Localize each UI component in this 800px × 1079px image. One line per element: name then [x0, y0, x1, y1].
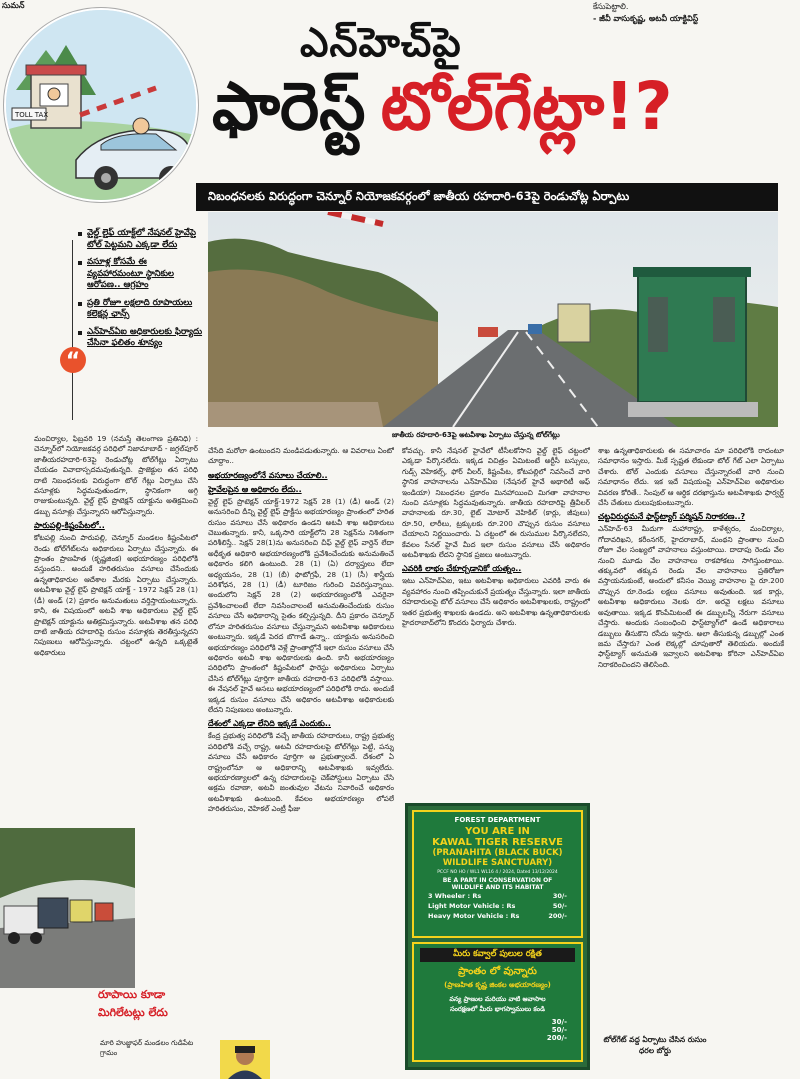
highlight-item	[78, 327, 204, 350]
article-column-1	[34, 434, 198, 714]
toll-cartoon-illustration	[4, 8, 198, 202]
side-box-heading-line1: రూపాయి కూడా	[98, 988, 166, 1001]
sign-rate-row	[414, 891, 581, 901]
article-paragraph: ఎన్‌హెచ్-63 మీదుగా మహారాష్ట్ర, కాళేశ్వరం, మంచిర్యాల, గోదావరిఖని, కరీంనగర్, హైదరాబాద్, మంథని ప్రాంతాల నుంచి రోజూ వేల సంఖ్యలో వాహనాలు వస్తుంటాయి. దాదాపు రెండు వేల నుంచి మూడు వేల వాహనాలు రాకపోకలు సాగిస్తుంటాయి. తక్కువలో తక్కువ రెండు వేల వాహనాలు ప్రతిరోజూ వస్తాయనుకుంటే, అందులో కనీసం వెయ్యి వాహనాల పై రూ.200 చొప్పున రూ.రెండు లక్షలు వసూలు అవుతుంది. ఇక కార్లు, అటవీశాఖ అధికారులు నెలకు రూ. అరవై లక్షలు వసూలు అవుతాయి. ఇక్కడ కొంపేమిటంటే ఈ డబ్బులన్నీ నేరుగా వసూలు చేస్తారు. అందుకు సంబంధించి ఫాస్ట్‌ట్యాగ్‌లో ఉండే అధికారాలు డబ్బులు తీసుకొని రసీదు ఇస్తారు. అలా తీసుకున్న డబ్బుల్లో ఎంత జమ చేస్తారు? ఎంత లెక్కల్లో చూపుతారో తెలియదు. అందుకే ఫాస్ట్‌ట్యాగ్ అనుమతి ఇవ్వాలని అటవీశాఖ కోరినా ఎన్‌హెచ్‌ఏఐ నిరాకరించిందని తెలిసింది.	[598, 524, 784, 669]
sign-te-line2: ప్రాంతం లో వున్నారు	[458, 966, 537, 977]
side-box-heading	[98, 988, 218, 1022]
article-subheading: పారుపల్లి-కిష్టంపేటలో..	[34, 521, 105, 531]
sign-dept: FOREST DEPARTMENT	[454, 816, 541, 824]
sign-line2: KAWAL TIGER RESERVE	[432, 837, 563, 848]
sign-rate-row	[414, 911, 581, 921]
sign-rate-value: 200/-	[548, 912, 567, 920]
article-paragraph: కేంద్ర ప్రభుత్వ పరిధిలోకి వచ్చే జాతీయ రహదారులు, రాష్ట్ర ప్రభుత్వ పరిధిలోకి వచ్చే రాష్ట్ర, అటవీ రహదారులపై టోల్‌గేట్లు పెట్టి, పన్ను వసూలు చేసే అధికారం పూర్తిగా ఆ ప్రభుత్వాలదే. దేశంలో ఏ రాష్ట్రంలోనూ ఆ అధికారాన్ని అటవీశాఖకు ఇవ్వలేదు. అభయారణ్యాలలో ఉన్న రహదారులపై చెక్‌పోస్టులు ఏర్పాటు చేసి అక్రమ రవాణా, అటవీ జంతువుల వేటను నివారించే అధికారం అటవీశాఖకు ఉంటుంది. కేవలం అభయారణ్యం లోపలే హరితరుసుం, వెహికల్ ఎంట్రీ ఫీజు	[208, 731, 394, 814]
highlight-text: ప్రతి రోజూ లక్షలాది రూపాయలు కలెక్షన్ల ఛాన్స్	[87, 297, 193, 319]
article-subheading: ఎవరికి లాభం చేకూర్చడానికో యత్నం..	[402, 564, 522, 574]
svg-text:TOLL TAX: TOLL TAX	[15, 111, 49, 119]
headline-main-black: ఫారెస్ట్	[212, 68, 366, 145]
article-subheading: చట్టవిరుద్ధమనే ఫాస్ట్‌ట్యాగ్ పర్మిషన్ నిరాకరణ..?	[598, 512, 746, 522]
bullet-dot	[78, 331, 82, 335]
headline-main	[212, 68, 797, 178]
article-subheading: అభయారణ్యంలోనే వసూలు చేయాలి..	[208, 470, 328, 480]
sign-line4: WILDLIFE SANCTUARY)	[442, 858, 553, 868]
highlights-divider	[72, 240, 73, 420]
quote-mark-icon: “	[60, 347, 86, 373]
article-subheading: హైవేలపైన ఆ అధికారం లేదు..	[208, 484, 302, 494]
subheadline-bar	[196, 183, 778, 211]
article-column-2	[208, 446, 394, 886]
sign-rate-label: 3 Wheeler : Rs	[428, 892, 482, 900]
sign-rate-label: Light Motor Vehicle : Rs	[428, 902, 516, 910]
subheadline-text: నిబంధనలకు విరుద్ధంగా చెన్నూర్ నియోజకవర్గంలో జాతీయ రహదారి-63పై రెండుచోట్ల ఏర్పాటు	[208, 188, 630, 203]
sign-te-line5: సంరక్షణలో మీరు భాగస్వాములు కండి	[450, 1005, 545, 1013]
highlight-item	[78, 298, 204, 321]
article-paragraph: వైల్డ్ లైఫ్ ప్రొటెక్షన్ యాక్ట్-1972 సెక్షన్ 28 (1) (డీ) అండ్ (2) అనుసరించి దీన్ని వైల్డ్ లైఫ్ ప్రాక్టీసు అభయారణ్యం ప్రాంతంలో హరిత రుసుం వసూలు చేసే అధికారం ఉండని అటవీ శాఖ అధికారులు చెబుతున్నారు. కానీ, ఒక్కసారి యాక్ట్‌లోని 28 సెక్షన్‌ను నిశితంగా పరిశీలిస్తే.. సెక్షన్ 28(1)ను అనుసరించి చీఫ్ వైల్డ్ లైఫ్ వార్డెన్ లేదా అధీకృత అధికారి అభయారణ్యంలోకి ప్రవేశించేందుకు అనుమతించే అధికారం కలిగి ఉంటుంది. 28 (1) (ఏ) దర్యాప్తులు లేదా అధ్యయనం, 28 (1) (బీ) ఫొటోగ్రఫీ, 28 (1) (సీ) శాస్త్రీయ పరిశోధన, 28 (1) (డీ) టూరిజం గురించి వివరిస్తున్నాయి. అందులోని సెక్షన్ 28 (2) అభయారణ్యంలోకి ఎవరైనా ప్రవేశించాలంటే లేదా నివసించాలంటే అనుమతించేందుకు రుసుం వసూలు చేసే అధికారాన్ని సైతం కల్పిస్తున్నది. దీని ప్రకారం చెన్నూర్ లోనూ హరితరుసుం వసూలు చేస్తున్నామని అటవీశాఖ అధికారులు అంటున్నారు. ఇక్కడే పెరద బొగాడే ఉన్నా.. యాక్టును అనుసరించి అభయారణ్యం పరిధిలోకి వెళ్లే ప్రాంతాల్లోనే ఇలా రుసుం వసూలు చేసే అధికారం అటవీ శాఖ అధికారులకు ఉంది. కానీ అభయారణ్యం పరిధిలోని ప్రాంతంలో కిష్టంపేటలో ఫారెస్టు అధికారులు ఏర్పాటు చేసిన టోల్‌గేట్లు పూర్తిగా జాతీయ రహదారి-63 పరిధిలోకి వస్తాయి. ఈ నేషనల్ హైవే అసలు అభయారణ్యంలో పరిధిలోకి రాదు. అందుకే ఇక్కడ రుసుం వసూలు చేసే అధికారం అటవీశాఖ అధికారులకు లేదని నిపుణులు అంటున్నారు.	[208, 496, 394, 714]
side-box-text: మారి హుజ్జాఫర్ మండలం గుడిపేట గ్రామం	[100, 1039, 194, 1057]
top-left-label: సుమన్	[2, 1, 25, 10]
highlight-item	[78, 257, 204, 292]
headline-main-red: టోల్‌గేట్లా!?	[380, 68, 673, 145]
highlights-box	[78, 228, 204, 428]
sign-te-line1: మీరు కవ్వాల్ పులుల రక్షిత	[420, 948, 575, 962]
tollgate-road-photo	[208, 212, 778, 427]
highlight-text: వసూళ్ల కోసమే ఈ వ్యవహారమంటూ స్థానికుల ఆరోపణ.. ఆగ్రహం	[87, 257, 175, 290]
sign-line6: WILDLIFE AND ITS HABITAT	[451, 884, 544, 891]
sign-line1: YOU ARE IN	[465, 826, 530, 837]
article-subheading: దేశంలో ఎక్కడా లేనిది ఇక్కడే ఎందుకు..	[208, 719, 331, 729]
sign-top-panel	[412, 810, 583, 938]
article-paragraph: శాఖ ఉన్నతాధికారులకు ఈ సమాచారం మా పరిధిలోకి రాదంటూ సమాధానం ఇస్తారు. మీకే స్పష్టత లేకుండా టోల్ గేట్ ఎలా ఏర్పాటు చేశారు. టోల్ ఎందుకు వసూలు చేస్తున్నారంటే వారి నుంచి సమాధానం లేదు. ఇక ఇదే విషయంపై ఎన్‌హెచ్‌ఏఐ అధికారుల వివరణ కోరితే.. సింపుల్ ఆ ఆర్థిక దరఖాస్తును అటవీశాఖకు ఫార్వర్డ్ చేసి చేతులు దులుపుకుంటున్నారు.	[598, 446, 784, 508]
article-paragraph: చేసేది మరోలా ఉంటుందని మండిపడుతున్నారు. ఆ వివరాలు ఏంటో చూద్దాం..	[208, 446, 394, 466]
sign-bottom-panel	[412, 942, 583, 1062]
article-column-3	[402, 446, 590, 801]
top-right-line2: - జీవీ వాసుకృష్ణ, అటవీ యాక్టివిస్ట్	[593, 14, 699, 23]
sign-board-caption: టోల్‌గేట్ వద్ద ఏర్పాటు చేసిన రుసుం ధరల బోర్డు	[603, 1035, 707, 1055]
sign-te-line4: వన్య ప్రాణుల మరియు వాటి ఆవాసాల	[449, 995, 546, 1003]
sign-line3: (PRANAHITA (BLACK BUCK)	[432, 848, 563, 858]
highlight-text: ఎన్‌హెచ్‌ఏఐ అధికారులకు ఫిర్యాదు చేసినా ఫలితం శూన్యం	[87, 326, 203, 348]
forest-sign-board	[405, 803, 590, 1070]
trucks-road-photo	[0, 828, 135, 988]
sign-rate-value: 30/-	[552, 892, 567, 900]
headline-kicker: ఎన్‌హెచ్‌పై	[300, 20, 462, 66]
top-right-box	[535, 0, 800, 32]
article-paragraph: కోటపల్లి నుంచి పారుపల్లి, చెన్నూర్ మండలం కిష్టంపేటలో రెండు టోల్‌గేట్‌లను అధికారులు ఏర్పాటు చేస్తున్నారు. ఈ ప్రాంతం ప్రాణహిత (కృష్ణజింక) అభయారణ్యం పరిధిలోకి వస్తుందని.. అందుకే హరితరుసుం వసూలు చేసేందుకు ఉన్నతాధికారుల ఆదేశాల మేరకు ఏర్పాటు చేస్తున్నారు. అటవీశాఖ వైల్డ్ లైఫ్ ప్రొటెక్షన్ యాక్ట్ - 1972 సెక్షన్ 28 (1)(డీ) అండ్ (2) ప్రకారం అనుమతులు వర్తిస్తాయంటున్నారు. కానీ, ఈ విషయంలో అటవీ శాఖ అధికారులు వైల్డ్ లైఫ్ ప్రొటెక్షన్ యాక్టును అతిక్రమిస్తున్నారు. అటవీశాఖ తన పరిధి దాటి జాతీయ రహదారిపై రుసుం వసూళ్లకు తెరతీస్తున్నదని నిపుణులు ఆరోపిస్తున్నారు. చట్టంలో ఉన్నది ఒక్కటైతే అధికారులు	[34, 533, 198, 657]
article-paragraph: కోవచ్చు. కానీ నేషనల్ హైవేలో టీసీలకోసాని వైల్డ్ లైఫ్ చట్టంలో ఎక్కడా పేర్కొనలేదు. ఇక్కడ విచిత్రం ఏమిటంటే అర్టీసీ బస్సులు, గుడ్స్ వెహికల్స్, ఫోర్ వీలర్, కిష్టంపేట, కోటపల్లిలో నివసించే వారి స్థానిక వాహనాలను ఎన్‌హెచ్‌ఏఐ (నేషనల్ హైవే అథారిటీ ఆఫ్ ఇండియా) నిబంధనల ప్రకారం మినహాయించి మిగతా వాహనాల నుంచి వసూళ్లకు సిద్ధమవుతున్నారు. జాతీయ రహదారిపై త్రీవీలర్ వాహనాలకు రూ.30, లైట్ మోటార్ వెహికిల్ (కార్లు, జీపులు) రూ.50, లారీలు, ట్రక్కులకు రూ.200 చొప్పున రుసుం వసూలు చేయాలని నిర్ణయించారు. ఏ చట్టంలో ఈ రుసుముల పేర్కొనలేదని, కేవలం సేనల్ హైవే మీద ఇలా రుసుం వసూలు చేసే అధికారం అటవీశాఖకు లేదని స్థానిక ప్రజలు అంటున్నారు.	[402, 446, 590, 560]
article-column-4	[598, 446, 784, 1006]
sign-line5: BE A PART IN CONSERVATION OF	[442, 877, 553, 884]
article-lead: మంచిర్యాల, ఫిబ్రవరి 19 (నమస్తే తెలంగాణ ప్రతినిధి) : చెన్నూర్‌లో నియోజకవర్గ పరిధిలో నిజామాబాద్ - జగ్దల్‌పూర్ జాతీయరహదారి-63పై రెండుచోట్ల టోల్‌గేట్లు ఏర్పాటు చేయడం వివాదాస్పదమవుతున్నది. ప్రాజెక్టుల తన పరిధి దాటి నిబంధనలకు విరుద్ధంగా టోల్ గేట్లు ఏర్పాటు చేసి వసూళ్లకు సిద్ధమవుతుండగా, స్థానికంగా అగ్గి రాజుకుంటున్నది. వైల్డ్ లైఫ్ ప్రొటెక్షన్ యాక్టును అతిక్రమించి డబ్బు వసూళ్లు చేస్తున్నారని ఆరోపిస్తున్నారు.	[34, 434, 198, 516]
top-right-line1: కేసుపెట్టాలి.	[593, 2, 629, 11]
sign-te-line3: (ప్రాణహిత కృష్ణ జింకల అభయారణ్యం)	[444, 981, 551, 989]
sign-rate-label: Heavy Motor Vehicle : Rs	[428, 912, 520, 920]
person-portrait	[220, 1040, 270, 1079]
photo-caption: జాతీయ రహదారి-63పై అటవీశాఖ ఏర్పాటు చేస్తున్న టోల్‌గేట్లు	[392, 431, 560, 439]
article-paragraph: ఇటు ఎన్‌హెచ్‌ఏఐ, ఇటు అటవీశాఖ అధికారులు ఎవరికి వారు ఈ వ్యవహారం నుంచి తప్పించుకునే ప్రయత్నం చేస్తున్నారు. ఇలా జాతీయ రహదారులపై టోల్ వసూలు చేసే అధికారం అటవీశాఖలకు, రాష్ట్రంలో ఇతర ప్రభుత్వ శాఖలకు ఉండదు. అని అటవీశాఖ ఉన్నతాధికారులకు హైదరాబాద్‌లోని కొందరు ఫిర్యాదు చేశారు.	[402, 576, 590, 628]
bullet-dot	[78, 302, 82, 306]
side-box-heading-line2: మిగిలేటట్లు లేదు	[98, 1006, 168, 1019]
sign-rate-value: 50/-	[552, 902, 567, 910]
sign-te-rate: 30/-	[551, 1018, 567, 1026]
bullet-dot	[78, 261, 82, 265]
sign-te-rate: 200/-	[546, 1034, 567, 1042]
sign-order: PCCF NO HO / WL1 WL16 4 / 2024, Dated 13/12/2024	[437, 870, 558, 875]
highlight-text: వైల్డ్ లైఫ్ యాక్ట్‌లో నేషనల్ హైవేపై టోల్ పెట్టమని ఎక్కడా లేదు	[87, 228, 196, 250]
bullet-dot	[78, 232, 82, 236]
sign-rate-row	[414, 901, 581, 911]
highlight-item	[78, 228, 204, 251]
sign-te-rate: 50/-	[551, 1026, 567, 1034]
